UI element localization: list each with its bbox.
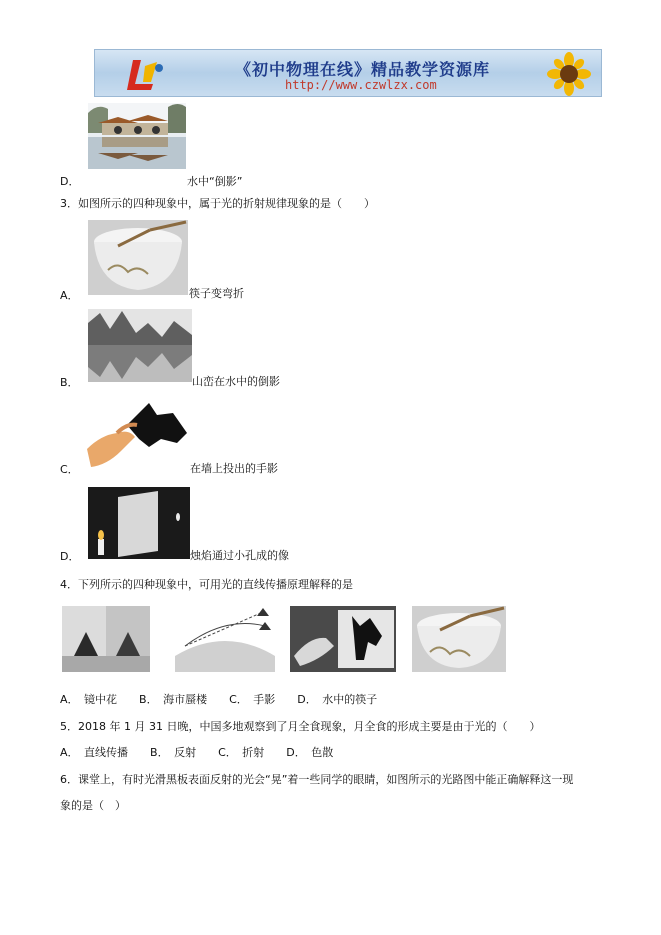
mirage-diagram-image <box>175 606 275 672</box>
q4-question: 4．下列所示的四种现象中，可用光的直线传播原理解释的是 <box>60 578 353 591</box>
q3-option-c-letter: C． <box>60 463 79 476</box>
hand-shadow-image <box>87 395 190 470</box>
q3-option-d-letter: D． <box>60 550 80 563</box>
q5-question: 5．2018 年 1 月 31 日晚，中国多地观察到了月全食现象，月全食的形成主要是由于光的（ ） <box>60 720 541 733</box>
chopstick-bowl-image <box>412 606 506 672</box>
q3-option-b-letter: B． <box>60 376 79 389</box>
q2-option-d-letter: D． <box>60 175 80 188</box>
bent-chopstick-bowl-image <box>88 220 188 295</box>
q4-options: A． 镜中花 B． 海市蜃楼 C． 手影 D． 水中的筷子 <box>60 693 378 706</box>
hand-shadow-horse-image <box>290 606 396 672</box>
sunflower-icon <box>543 52 595 96</box>
mirror-flower-image <box>62 606 150 672</box>
q6-question-line2: 象的是（ ） <box>60 799 126 812</box>
q2-option-d-caption: 水中“倒影” <box>187 175 243 188</box>
banner-title: 《初中物理在线》精品教学资源库 <box>235 60 491 79</box>
q3-question: 3．如图所示的四种现象中，属于光的折射规律现象的是（ ） <box>60 197 375 210</box>
banner-url: http://www.czwlzx.com <box>285 78 437 92</box>
pavilion-reflection-image <box>88 103 186 169</box>
pinhole-candle-image <box>88 487 190 559</box>
q3-option-d-caption: 烛焰通过小孔成的像 <box>190 549 289 562</box>
q6-question-line1: 6．课堂上，有时光滑黑板表面反射的光会“晃”着一些同学的眼睛，如图所示的光路图中能正确解释这一现 <box>60 773 574 786</box>
q3-option-a-letter: A． <box>60 289 79 302</box>
q3-option-b-caption: 山峦在水中的倒影 <box>192 375 280 388</box>
logo-icon <box>123 56 169 92</box>
mountain-reflection-image <box>88 309 192 382</box>
q3-option-a-caption: 筷子变弯折 <box>189 287 244 300</box>
q3-option-c-caption: 在墙上投出的手影 <box>190 462 278 475</box>
q5-options: A． 直线传播 B． 反射 C． 折射 D． 色散 <box>60 746 334 759</box>
header-banner <box>94 49 602 97</box>
